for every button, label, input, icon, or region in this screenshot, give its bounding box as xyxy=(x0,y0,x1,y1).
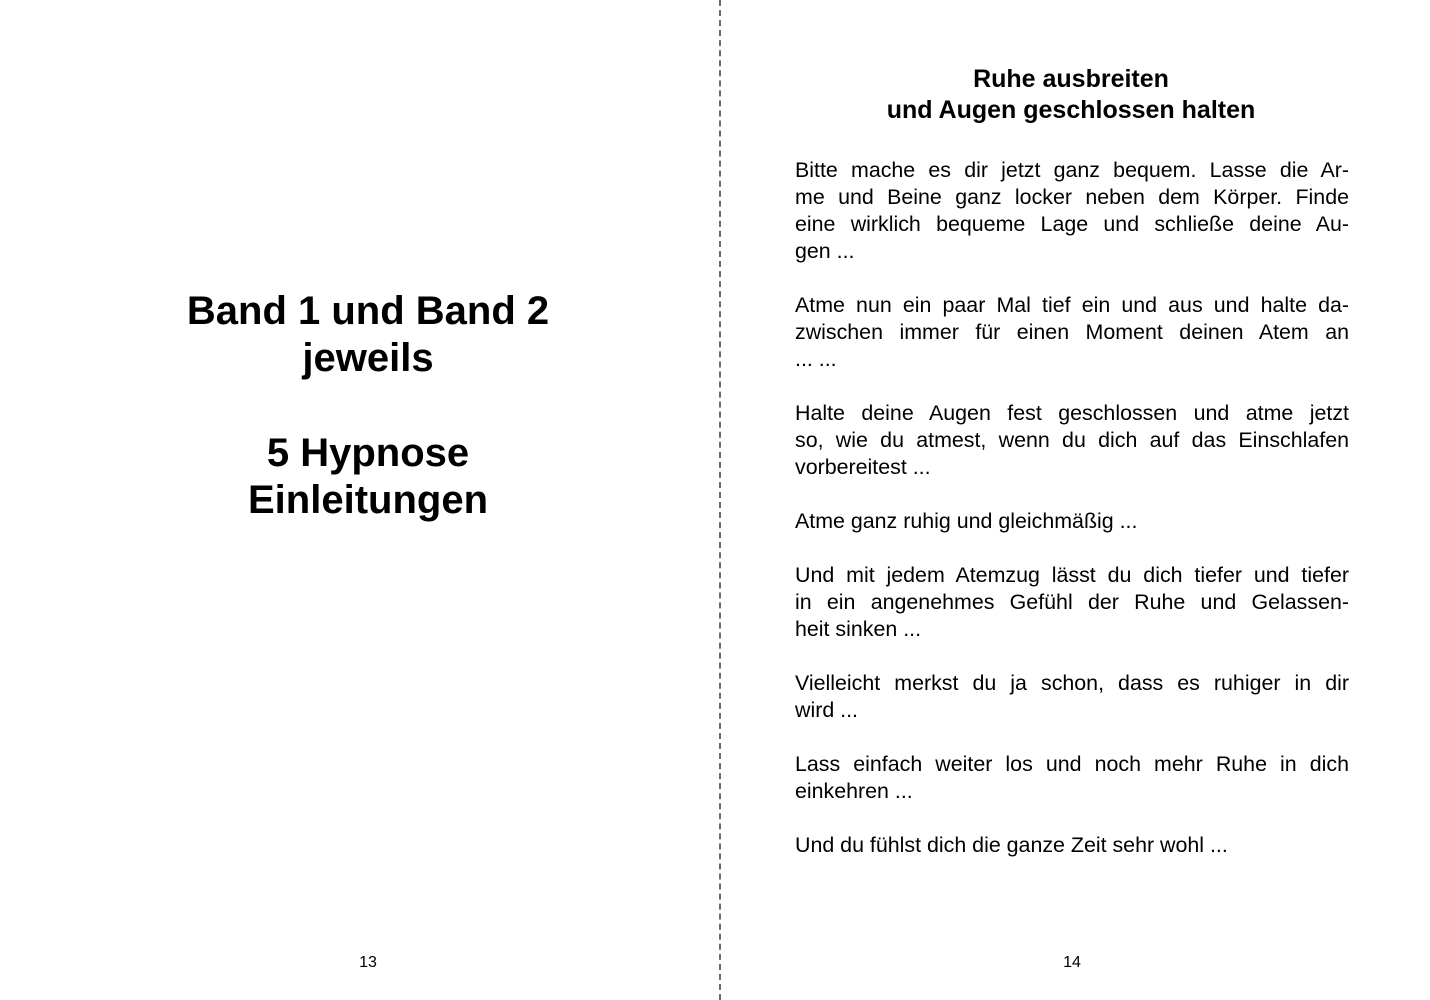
paragraph xyxy=(795,400,1349,481)
paragraph-line: Lass einfach weiter los und noch mehr Ruhe in dich xyxy=(795,752,1349,776)
paragraph-line: ... ... xyxy=(795,347,837,371)
paragraph-line: Und mit jedem Atemzug lässt du dich tiefer und tiefer xyxy=(795,563,1349,587)
chapter-title-line: Ruhe ausbreiten xyxy=(973,65,1169,93)
paragraph-line: Halte deine Augen fest geschlossen und atme jetzt xyxy=(795,401,1349,425)
paragraph-line: wird ... xyxy=(795,698,858,722)
paragraph xyxy=(795,751,1349,805)
right-page xyxy=(721,0,1430,1000)
band-heading-line: Band 1 und Band 2 xyxy=(186,289,550,333)
chapter-title xyxy=(721,64,1421,126)
paragraph xyxy=(795,157,1349,265)
band-heading-line: jeweils xyxy=(302,336,434,380)
paragraph xyxy=(795,670,1349,724)
paragraph-line: gen ... xyxy=(795,239,855,263)
paragraph-line: einkehren ... xyxy=(795,779,913,803)
band-heading xyxy=(0,288,736,382)
paragraph-line: Und du fühlst dich die ganze Zeit sehr wohl ... xyxy=(795,833,1228,857)
chapter-title-line: und Augen geschlossen halten xyxy=(886,96,1256,124)
paragraph xyxy=(795,562,1349,643)
paragraph-line: in ein angenehmes Gefühl der Ruhe und Gelassen- xyxy=(795,590,1349,614)
paragraph xyxy=(795,292,1349,373)
paragraph-line: vorbereitest ... xyxy=(795,455,931,479)
paragraph-line: so, wie du atmest, wenn du dich auf das Einschlafen xyxy=(795,428,1349,452)
paragraph-line: Bitte mache es dir jetzt ganz bequem. Lasse die Ar- xyxy=(795,158,1349,182)
paragraph-line: zwischen immer für einen Moment deinen Atem an xyxy=(795,320,1349,344)
body-text xyxy=(795,157,1349,886)
hypnose-heading xyxy=(0,430,736,524)
paragraph-line: Atme ganz ruhig und gleichmäßig ... xyxy=(795,509,1138,533)
paragraph-line: Atme nun ein paar Mal tief ein und aus und halte da- xyxy=(795,293,1349,317)
page-number-right: 14 xyxy=(1063,954,1081,971)
hypnose-heading-line: 5 Hypnose xyxy=(266,431,470,475)
paragraph-line: eine wirklich bequeme Lage und schließe deine Au- xyxy=(795,212,1349,236)
hypnose-heading-line: Einleitungen xyxy=(248,478,488,522)
paragraph-line: Vielleicht merkst du ja schon, dass es ruhiger in dir xyxy=(795,671,1349,695)
paragraph xyxy=(795,832,1349,859)
paragraph-line: me und Beine ganz locker neben dem Körper. Finde xyxy=(795,185,1349,209)
paragraph-line: heit sinken ... xyxy=(795,617,922,641)
paragraph xyxy=(795,508,1349,535)
page-number-left: 13 xyxy=(359,954,377,971)
